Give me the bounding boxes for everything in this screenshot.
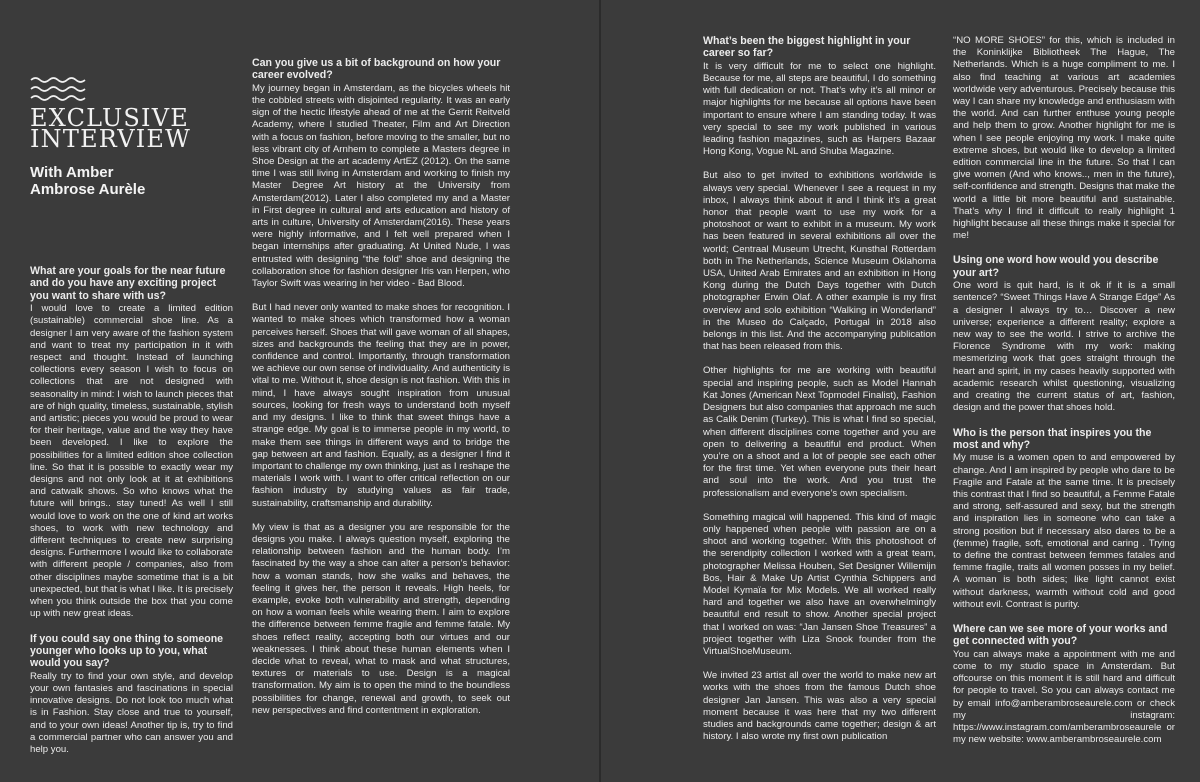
answer: One word is quit hard, is it ok if it is a small sentence? “Sweet Things Have A Strange Edge” As a designer I always try to… Discover a new universe; experience a different reality; explore a new way to see the world. I strive to archive the Florence Syndrome with my work: making mesmerizing work that goes straight through the heart and spirit, in my cases heavily supported with academic research whilst questioning, visualizing and creating the current status of art, fashion, design and the power that shoes hold.	[953, 280, 1175, 414]
question: Where can we see more of your works and get connected with you?	[953, 622, 1168, 648]
answer-paragraph: Other highlights for me are working with beautiful special and inspiring people, such as Model Hannah Kat Jones (American Next Topmodel Finalist), Fashion Designers but also companies that approach me such as Calik Denim (Turkey). This is what I find so special, when different disciplines come together and you are open to delivering a beautiful end product. When you’re on a shoot and a lot of people see each other for the first time. Yet when everyone puts their heart and soul into the work. And you trust the professionalism and everyone’s own specialism.	[703, 365, 936, 499]
qa-block	[953, 623, 1175, 746]
answer-paragraph: But also to get invited to exhibitions worldwide is always very special. Whenever I see a request in my inbox, I always think about it and I think it’s a great honor that people want to use my work for a photoshoot or want to exhibit in a museum. My work has been featured in several exhibitions all over the world; Centraal Museum Utrecht, Kunsthal Rotterdam both in The Netherlands, Science Museum Oklahoma USA, United Arab Emirates and an exhibition in Hong Kong during the Dutch Days together with Dutch photographer Erwin Olaf. A other example is my first overview and solo exhibition “Walking in Wonderland” in the Museo do Calçado, Portugal in 2018 also belongs in this list. And the accompanying publication that has been released from this.	[703, 170, 936, 353]
title-line-2: INTERVIEW	[30, 125, 192, 153]
answer-paragraph: My view is that as a designer you are responsible for the designs you make. I always question myself, exploring the relationship between fashion and the human body. I’m fascinated by the way a shoe can alter a person’s behavior: how a woman stands, how she walks and behaves, the feeling it gives her, the person it reveals. High heels, for example, evoke both vulnerability and strength, depending on how a woman feels while wearing them. I aim to explore the difference between femme fragile and femme fatale. My shoes reflect reality, accepting both our virtues and our weaknesses. I think about these human elements when I decide what to reveal, what to mask and what structures, textures or materials to use. Design is a magical transformation. My aim is to open the mind to the boundless possibilities for change, renewal and growth, to seek out new perspectives and find contentment in exploration.	[252, 521, 510, 716]
answer-paragraph: It is very difficult for me to select one highlight. Because for me, all steps are beautiful, I do something with full dedication or not. That’s why it’s all minor or major highlights for me because all options have been important to ensure where I am standing today. It was very special to see my work published in various leading fashion magazines, such as Harpers Bazaar Hong Kong, Vogue NL and Shuba Magazine.	[703, 60, 936, 158]
answer: Really try to find your own style, and develop your own fantasies and fascinations in special innovative designs. Do not look too much what is in Fashion. Stay close and true to yourself, and to your own ideas! Another tip is, try to find a commercial partner who can answer you and help you.	[30, 670, 233, 755]
column-3	[703, 35, 936, 755]
column-1	[30, 265, 233, 768]
title-line-1: EXCLUSIVE	[30, 104, 189, 132]
column-2	[252, 57, 510, 729]
question: Who is the person that inspires you the most and why?	[953, 426, 1152, 451]
question: What are your goals for the near future and do you have any exciting project you want to share with us?	[30, 265, 226, 302]
waves-icon	[30, 76, 86, 102]
continued-paragraph: “NO MORE SHOES” for this, which is included in the Koninklijke Bibliotheek The Hague, The Netherlands. Which is a huge compliment to me. I also find teaching at various art academies worldwide very adventurous. Precisely because this way I can share my knowledge and enthusiasm with the world. And can further enthuse young people and help them to grow. Another highlight for me is when I see people enjoying my work. I make quite extreme shoes, but would like to develop a limited edition commercial line in the future. So that I can give women (And who knows.., men in the future), self-confidence and strength. Designs that make the world a little bit more beautiful and sustainable. That’s why I find it difficult to really highlight 1 highlight because all these things make it special for me!	[953, 35, 1175, 242]
question: If you could say one thing to someone younger who looks up to you, what would you say?	[30, 632, 224, 670]
qa-block	[30, 265, 233, 621]
answer: My muse is a women open to and empowered by change. And I am inspired by people who dare to be Fragile and Fatale at the same time. It is precisely this contrast that I find so beautiful, a Femme Fatale and strong, self-assured and sexy, but the strength and inspiration lies in someone who can take a strong position but if necessary also dares to be a (femme) fragile, soft, emotional and caring . Trying to define the contrast between femmes fatales and femme fragile, traits all women posses in my belief. A woman is both sides; like light cannot exist without darkness, warmth without cold and good without evil. Contrast is purity.	[953, 452, 1175, 610]
answer: I would love to create a limited edition (sustainable) commercial shoe line. As a designer I am very aware of the fashion system and want to treat my participation in it with respect and thought. Instead of launching collections every season I wish to focus on collections that are not designed with seasonality in mind: I wish to launch pieces that are of high quality, timeless, sustainable, stylish and artistic; pieces you would be proud to wear for their heritage, value and the way they have been developed. I like to explore the possibilities for a limited edition shoe collection line. So that it is possible to exactly wear my designs and not only look at it at exhibitions and catwalk shows. So who knows what the future will brings.. stay tuned! As well I still would love to work on the one of kind art works shoes, to work with new technology and different techniques to create new surprising designs. Furthermore I would like to collaborate with different people / companies, also from other disciplines maybe sometime that is a bit unexpected, but that is what I like. It is precisely when you think outside the box that you come up with new great ideas.	[30, 303, 233, 620]
column-4	[953, 35, 1175, 758]
answer: You can always make a appointment with me and come to my studio space in Amsterdam. But offcourse on this moment it is still hard and difficult for people to travel. So you can always contact me by email info@amberambroseaurele.com or check my instagram: https://www.instagram.com/amberambroseaurele or my new website: www.amberambroseaurele.com	[953, 648, 1175, 746]
answer-paragraph: Something magical will happened. This kind of magic only happened when people with passion are on a shoot and working together. With this photoshoot of the serendipity collection I worked with a great team, photographer Melissa Houben, Set Designer Willemijn Bos, Hair & Make Up Artist Cynthia Schippers and Model Kymaïa for Mix Models. We all worked really hard and together we also have an overwhelmingly beautiful end result to show. Another special project that I worked on was: “Jan Jansen Shoe Treasures” a project together with Liza Snook founder from the VirtualShoeMuseum.	[703, 511, 936, 657]
answer-paragraph: But I had never only wanted to make shoes for recognition. I wanted to make shoes which transformed how a woman perceives herself. Shoes that will gave woman of all shapes, sizes and backgrounds the feeling that they are in power, confidence and control. Importantly, through transformation we achieve our own sense of individuality. And authenticity is vital to me. Without it, shoe design is not fashion. With this in mind, I have always sought inspiration from unusual sources, looking for fresh ways to understand both myself and my designs. I like to think that sweet things have a strange edge. My goal is to immerse people in my world, to make them see things in different ways and to bridge the gap between art and fashion. Equally, as a designer I find it important to challenge my own thinking, just as I reshape the materials I work with. I want to offer critical reflection on our fashion industry by studying values as fair trade, sustainability, craftsmanship and durability.	[252, 302, 510, 509]
answer-paragraph: My journey began in Amsterdam, as the bicycles wheels hit the cobbled streets with disjointed regularity. It was an early sign of the hectic lifestyle ahead of me at the Gerrit Reitveld Academy, where I studied Theater, Film and Art Direction with a focus on fashion, before moving to the smaller, but no less vibrant city of Arnhem to complete a Masters degree in Shoe Design at the art academy ArtEZ (2012). On the same time I was still living in Amsterdam and working to finish my Master Degree Art history at the University from Amsterdam(2012). Later I also completed my and a Master in First degree in cultural and arts education and history of arts in culture, University of Amsterdam(2016). These years were highly informative, and I felt well prepared when I began internships after graduating. At United Nude, I was entrusted with designing “the fold” shoe and designing the collaboration shoe for fashion designer Iris van Herpen, who Taylor Swift was wearing in her video - Bad Blood.	[252, 82, 510, 290]
qa-block	[30, 633, 233, 757]
question: What’s been the biggest highlight in your career so far?	[703, 35, 911, 60]
interview-subtitle	[30, 164, 145, 198]
question: Using one word how would you describe your art?	[953, 254, 1159, 279]
answer-paragraph: We invited 23 artist all over the world to make new art works with the shoes from the famous Dutch shoe designer Jan Jansen. This was also a very special moment because it was here that my two different studies and backgrounds came together; design & art history. I also wrote my first own publication	[703, 670, 936, 743]
qa-block	[953, 427, 1175, 611]
subtitle-line-1: With Amber	[30, 164, 114, 181]
page-title	[30, 104, 192, 153]
left-page	[0, 0, 599, 782]
qa-block	[953, 254, 1175, 414]
subtitle-line-2: Ambrose Aurèle	[30, 181, 146, 198]
question: Can you give us a bit of background on how your career evolved?	[252, 57, 501, 82]
